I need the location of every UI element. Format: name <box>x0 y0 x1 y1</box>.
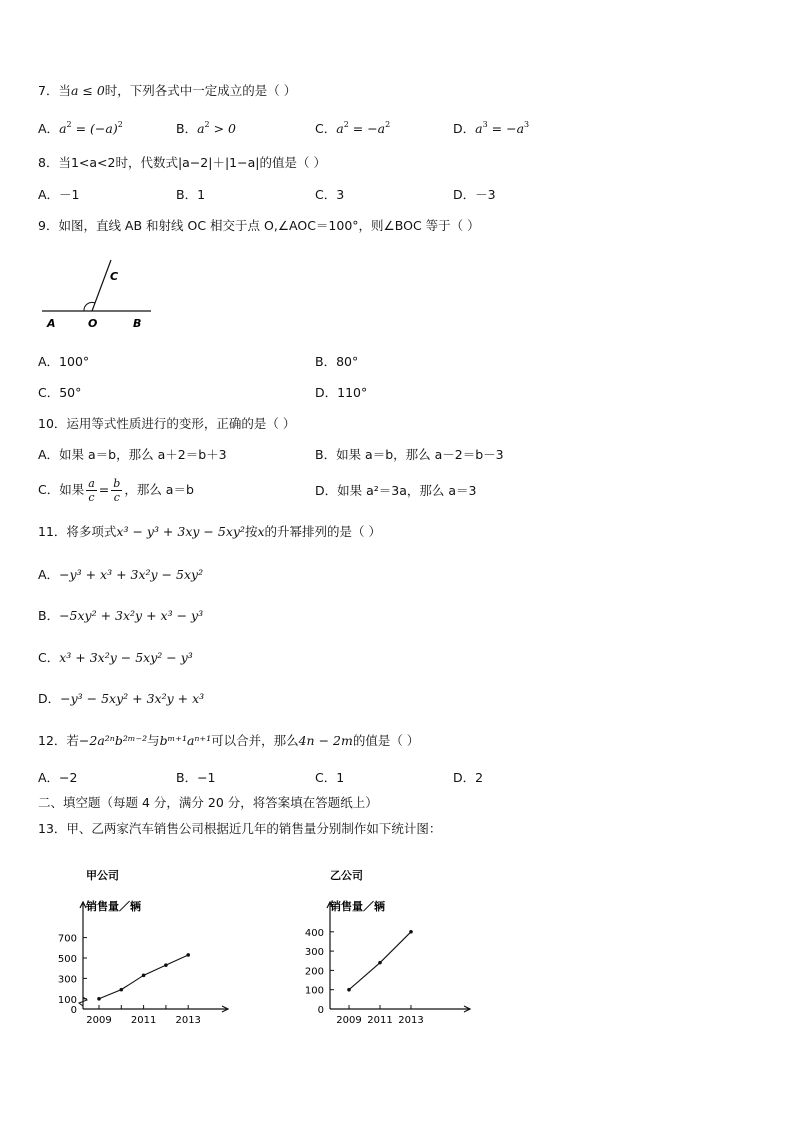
x-tick-label: 2009 <box>336 1015 362 1026</box>
q11-option-a-letter: A． <box>38 567 60 582</box>
label-b: B <box>133 317 142 330</box>
q8-option-d: D．－3 <box>453 187 496 202</box>
q7-option-c-letter: C． <box>315 121 337 136</box>
chart-yi-ylabel: 销售量／辆 <box>330 900 385 913</box>
y-tick-label: 300 <box>304 947 324 959</box>
q9-option-b: B．80° <box>315 354 359 369</box>
q7-option-d-base: a <box>475 121 483 136</box>
q12-term1: −2a²ⁿb²ᵐ⁻² <box>78 733 148 748</box>
q9-option-a: A．100° <box>38 354 90 369</box>
q7-stem-pre: 7．当 <box>38 83 71 98</box>
data-point <box>120 988 124 992</box>
q8-option-c: C．3 <box>315 187 345 202</box>
q7-option-a-rest: = (−a) <box>71 121 118 136</box>
q7-option-d: D．$a^3 = -a^3$ <box>453 120 530 136</box>
q11-option-b <box>38 607 203 625</box>
chart-jia-ylabel: 销售量／辆 <box>86 900 141 913</box>
q13-stem: 13．甲、乙两家汽车销售公司根据近几年的销售量分别制作如下统计图： <box>38 821 442 836</box>
q7-option-b-rest: > 0 <box>209 121 236 136</box>
x-tick-label: 2013 <box>175 1015 201 1026</box>
q12-stem <box>38 732 419 750</box>
label-o: O <box>88 317 98 330</box>
y-tick-label: 700 <box>57 933 77 945</box>
y-tick-label: 0 <box>317 1005 324 1016</box>
q12-option-d: D．2 <box>453 770 484 785</box>
q8-option-a: A．－1 <box>38 187 80 202</box>
data-point <box>142 974 146 978</box>
frac2-num: b <box>113 477 121 490</box>
q10-option-c-post: ，那么 a＝b <box>124 482 194 497</box>
y-tick-label: 400 <box>304 927 324 939</box>
q9-option-c: C．50° <box>38 385 82 400</box>
q11-option-d-expr: −y³ − 5xy² + 3x²y + x³ <box>60 691 205 706</box>
q11-stem-mid: 按 <box>244 524 258 539</box>
fraction-a-over-c <box>86 477 97 504</box>
q7-option-c-rest: = −a <box>348 121 386 136</box>
data-point <box>347 988 351 992</box>
q11-polynomial: x³ − y³ + 3xy − 5xy² <box>116 524 245 539</box>
y-tick-label: 500 <box>57 954 77 965</box>
q7-option-a: A．$a^2 = (-a)^2$ <box>38 120 123 136</box>
q7-stem <box>38 82 296 100</box>
q10-option-a: A．如果 a＝b，那么 a＋2＝b＋3 <box>38 447 227 462</box>
y-tick-label: 100 <box>57 994 77 1006</box>
q7-option-d-letter: D． <box>453 121 476 136</box>
q7-option-b-base: a <box>197 121 205 136</box>
x-tick-label: 2013 <box>398 1015 424 1026</box>
q12-option-c: C．1 <box>315 770 345 785</box>
data-point <box>409 930 413 934</box>
y-tick-label: 300 <box>57 974 77 986</box>
q11-option-b-letter: B． <box>38 608 60 623</box>
q11-option-a-expr: −y³ + x³ + 3x²y − 5xy² <box>59 567 204 582</box>
q8-option-b: B．1 <box>176 187 206 202</box>
q12-option-b: B．−1 <box>176 770 216 785</box>
x-tick-label: 2011 <box>367 1015 393 1026</box>
chart-jia <box>40 862 240 1032</box>
frac2-den: c <box>113 491 120 504</box>
q7-option-b: B．$a^2 > 0$ <box>176 120 236 136</box>
q11-stem-post: 的升幂排列的是（ ） <box>264 524 382 539</box>
q7-option-d-rest: = −a <box>487 121 525 136</box>
q11-variable: x <box>257 524 265 539</box>
y-tick-label: 0 <box>70 1005 77 1016</box>
q7-option-c: C．$a^2 = -a^2$ <box>315 120 391 136</box>
chart-yi-title: 乙公司 <box>330 869 363 882</box>
q7-option-c-base: a <box>336 121 344 136</box>
data-point <box>97 997 101 1001</box>
q11-stem-pre: 11．将多项式 <box>38 524 117 539</box>
q11-option-c-expr: x³ + 3x²y − 5xy² − y³ <box>59 650 193 665</box>
series-line <box>349 932 411 990</box>
y-tick-label: 100 <box>304 985 324 997</box>
x-tick-label: 2011 <box>130 1015 157 1026</box>
q12-term2: bᵐ⁺¹aⁿ⁺¹ <box>159 733 212 748</box>
q7-option-b-letter: B． <box>176 121 198 136</box>
fraction-b-over-c <box>111 477 122 504</box>
q12-expression: 4n − 2m <box>298 733 353 748</box>
frac1-num: a <box>88 477 95 490</box>
q11-option-b-expr: −5xy² + 3x²y + x³ − y³ <box>59 608 204 623</box>
data-point <box>378 961 382 965</box>
q7-option-a-letter: A． <box>38 121 60 136</box>
chart-jia-title: 甲公司 <box>86 869 119 882</box>
q7-option-a-base: a <box>59 121 67 136</box>
label-a: A <box>47 317 56 330</box>
q10-option-c <box>38 472 194 508</box>
q12-stem-mid: 与 <box>147 733 160 748</box>
q9-figure <box>38 250 158 332</box>
y-tick-label: 200 <box>304 966 324 978</box>
q9-stem: 9．如图，直线 AB 和射线 OC 相交于点 O,∠AOC＝100°，则∠BOC 等于（ ） <box>38 218 480 233</box>
q7-condition: a ≤ 0 <box>70 83 105 98</box>
q7-stem-post: 时，下列各式中一定成立的是（ ） <box>104 83 297 98</box>
q11-option-c <box>38 649 193 667</box>
q11-stem <box>38 523 381 541</box>
q10-option-c-eq: = <box>98 482 110 497</box>
data-point <box>164 963 168 967</box>
section-heading: 二、填空题（每题 4 分，满分 20 分，将答案填在答题纸上） <box>38 795 378 810</box>
q12-stem-pre: 12．若 <box>38 733 79 748</box>
q12-stem-post: 的值是（ ） <box>352 733 420 748</box>
q12-stem-mid2: 可以合并，那么 <box>211 733 299 748</box>
frac1-den: c <box>88 491 95 504</box>
q12-option-a: A．−2 <box>38 770 78 785</box>
q11-option-a <box>38 566 203 584</box>
q8-stem: 8．当1<a<2时，代数式|a−2|＋|1−a|的值是（ ） <box>38 155 326 170</box>
q9-option-d: D．110° <box>315 385 368 400</box>
label-c: C <box>110 270 119 283</box>
q10-option-c-pre: C．如果 <box>38 482 85 497</box>
q11-option-d <box>38 690 204 708</box>
q10-option-d: D．如果 a²＝3a，那么 a＝3 <box>315 483 477 498</box>
chart-yi <box>290 862 480 1032</box>
q11-option-d-letter: D． <box>38 691 61 706</box>
q11-option-c-letter: C． <box>38 650 60 665</box>
q10-stem: 10．运用等式性质进行的变形，正确的是（ ） <box>38 416 296 431</box>
x-tick-label: 2009 <box>86 1015 112 1026</box>
q10-option-b: B．如果 a＝b，那么 a－2＝b－3 <box>315 447 504 462</box>
data-point <box>186 953 190 957</box>
